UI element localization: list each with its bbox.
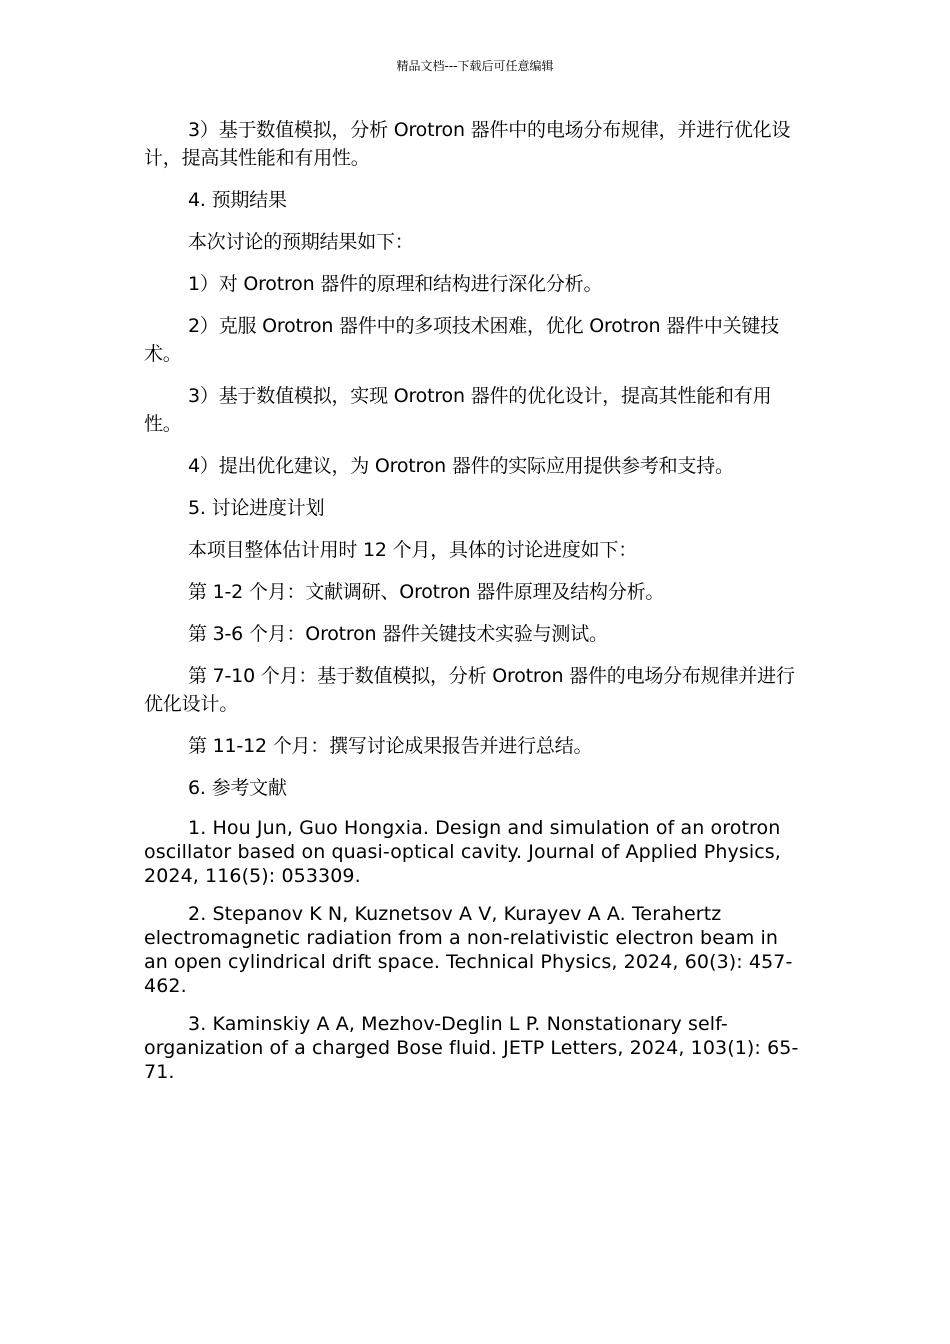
section-heading-expected-results: 4. 预期结果: [188, 189, 287, 211]
paragraph-expected-1: 1）对 Orotron 器件的原理和结构进行深化分析。: [188, 273, 603, 295]
reference-item: 3. Kaminskiy A A, Mezhov-Deglin L P. Nonstationary self-organization of a charged Bose fluid. JETP Letters, 2024, 103(1): 65-71.: [144, 1013, 799, 1083]
document-body: [144, 116, 806, 1098]
section-heading-references: 6. 参考文献: [188, 777, 287, 799]
paragraph-schedule-3: 第 7-10 个月：基于数值模拟，分析 Orotron 器件的电场分布规律并进行优化设计。: [144, 665, 795, 715]
reference-item: 1. Hou Jun, Guo Hongxia. Design and simulation of an orotron oscillator based on quasi-optical cavity. Journal of Applied Physics, 2024, 116(5): 053309.: [144, 817, 781, 887]
paragraph-schedule-4: 第 11-12 个月：撰写讨论成果报告并进行总结。: [188, 735, 593, 757]
section-heading-schedule: 5. 讨论进度计划: [188, 497, 325, 519]
paragraph-schedule-2: 第 3-6 个月：Orotron 器件关键技术实验与测试。: [188, 623, 608, 645]
paragraph-expected-3: 3）基于数值模拟，实现 Orotron 器件的优化设计，提高其性能和有用性。: [144, 385, 772, 435]
paragraph-expected-4: 4）提出优化建议，为 Orotron 器件的实际应用提供参考和支持。: [188, 455, 734, 477]
paragraph-objective-3: 3）基于数值模拟，分析 Orotron 器件中的电场分布规律，并进行优化设计，提高其性能和有用性。: [144, 119, 791, 169]
paragraph-expected-2: 2）克服 Orotron 器件中的多项技术困难，优化 Orotron 器件中关键技术。: [144, 315, 780, 365]
paragraph-schedule-1: 第 1-2 个月：文献调研、Orotron 器件原理及结构分析。: [188, 581, 665, 603]
reference-item: 2. Stepanov K N, Kuznetsov A V, Kurayev A A. Terahertz electromagnetic radiation from a non-relativistic electron beam in an open cylindrical drift space. Technical Physics, 2024, 60(3): 457-462.: [144, 903, 793, 997]
paragraph-expected-intro: 本次讨论的预期结果如下：: [188, 231, 414, 253]
paragraph-schedule-intro: 本项目整体估计用时 12 个月，具体的讨论进度如下：: [188, 539, 638, 561]
page-header: 精品文档---下载后可任意编辑: [396, 59, 554, 73]
